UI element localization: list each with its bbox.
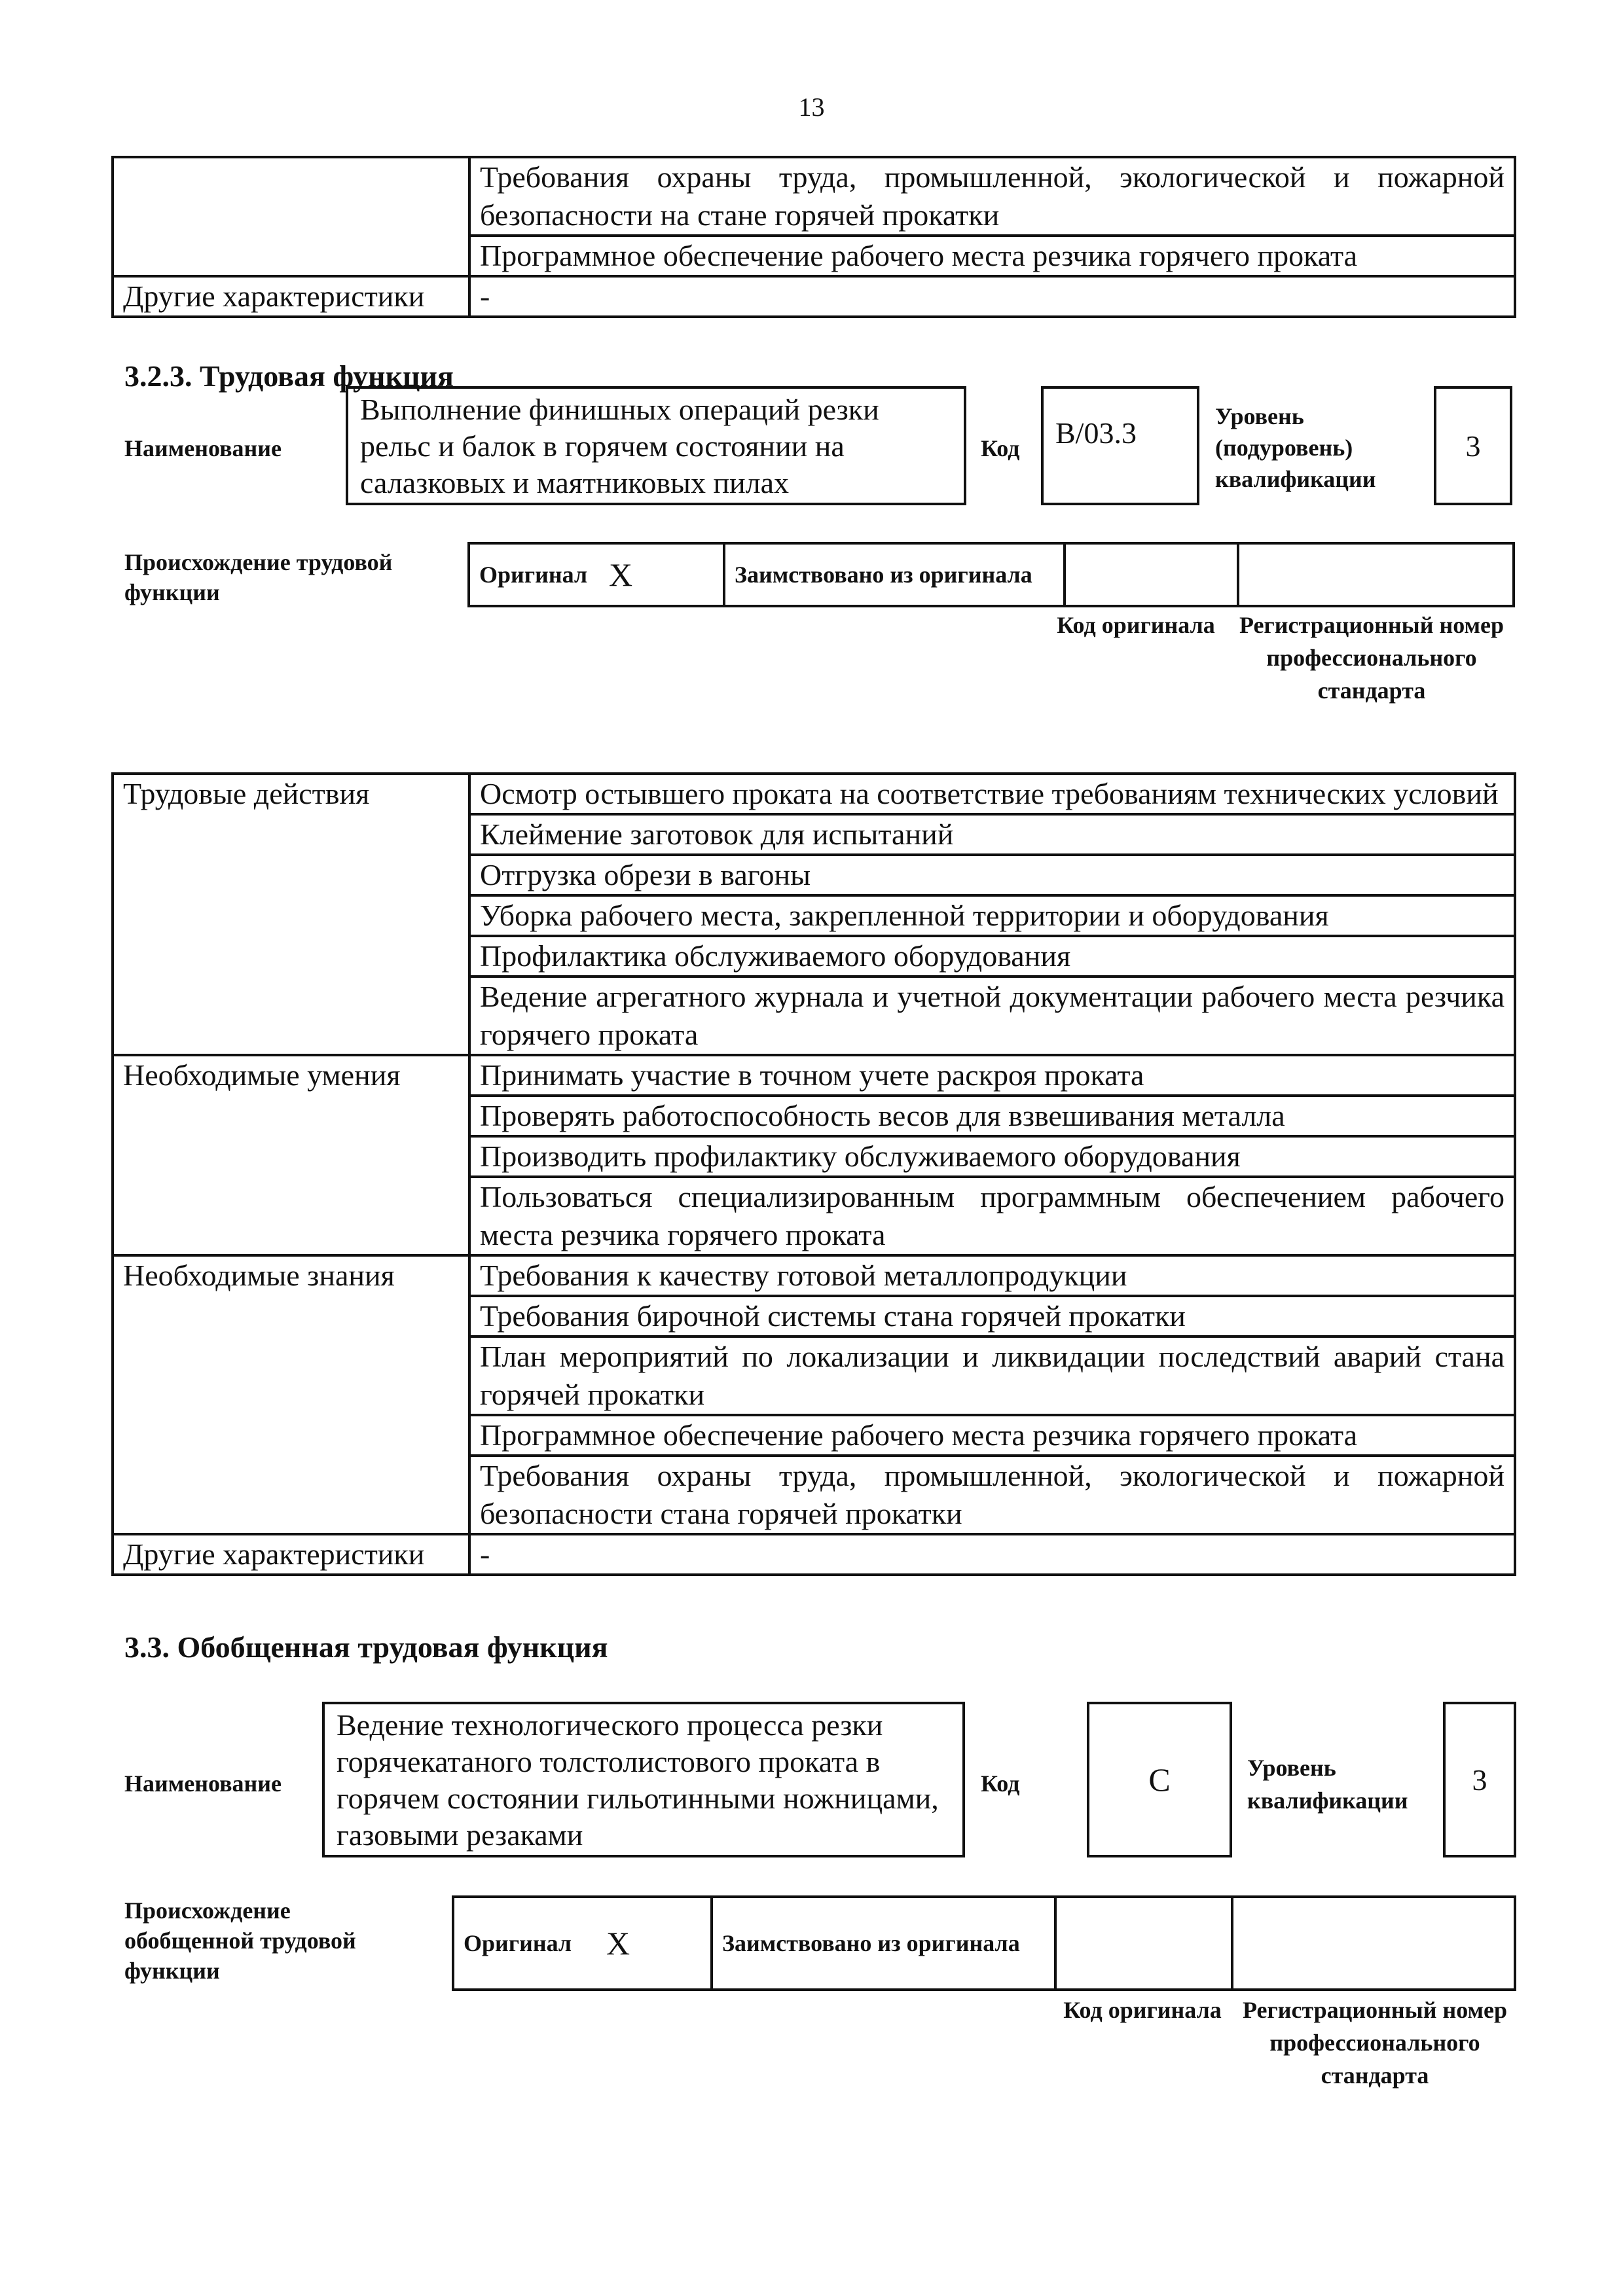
labor-function-table <box>111 772 1516 1576</box>
code-label-323: Код <box>981 435 1020 461</box>
original-code-cell <box>1065 543 1238 606</box>
knowledge-label: Необходимые знания <box>113 1255 469 1534</box>
origin-table-323 <box>467 542 1515 607</box>
name-label-33: Наименование <box>124 1770 282 1797</box>
code-value-33: С <box>1087 1702 1232 1857</box>
level-value-323: 3 <box>1434 386 1512 505</box>
code-caption-323: Код оригинала <box>1057 612 1215 638</box>
original-mark: X <box>600 543 724 606</box>
knowledge-item: Программное обеспечение рабочего места резчика горячего проката <box>469 1415 1515 1456</box>
reg-caption-323: Регистрационный номер профессионального стандарта <box>1239 612 1504 704</box>
name-value-33: Ведение технологического процесса резки горячекатаного толстолистового проката в горячем состоянии гильотинными ножницами, газовыми резаками <box>322 1702 965 1857</box>
borrowed-label: Заимствовано из оригинала <box>724 543 1065 606</box>
top-table <box>111 156 1516 318</box>
name-label-323: Наименование <box>124 435 282 461</box>
action-item: Профилактика обслуживаемого оборудования <box>469 936 1515 977</box>
action-item: Отгрузка обрези в вагоны <box>469 855 1515 895</box>
code-value-323: В/03.3 <box>1041 386 1199 505</box>
action-item: Осмотр остывшего проката на соответствие требованиям технических условий <box>469 774 1515 814</box>
borrowed-label: Заимствовано из оригинала <box>712 1897 1055 1990</box>
knowledge-item: Требования охраны труда, промышленной, экологической и пожарной безопасности стана горячей прокатки <box>469 1456 1515 1534</box>
skill-item: Производить профилактику обслуживаемого оборудования <box>469 1136 1515 1177</box>
name-value-323: Выполнение финишных операций резки рельс и балок в горячем состоянии на салазковых и маятниковых пилах <box>346 386 966 505</box>
code-label-33: Код <box>981 1770 1020 1797</box>
level-value-33: 3 <box>1443 1702 1516 1857</box>
other-characteristics-value: - <box>469 276 1515 317</box>
other-characteristics-label: Другие характеристики <box>113 276 469 317</box>
reg-caption-33: Регистрационный номер профессионального стандарта <box>1242 1997 1508 2089</box>
knowledge-item: Требования бирочной системы стана горячей прокатки <box>469 1296 1515 1336</box>
section-heading-323: 3.2.3. Трудовая функция <box>124 359 454 393</box>
original-code-cell <box>1055 1897 1232 1990</box>
action-item: Клеймение заготовок для испытаний <box>469 814 1515 855</box>
empty-label-cell <box>113 157 469 276</box>
original-label: Оригинал <box>453 1897 597 1990</box>
code-caption-33: Код оригинала <box>1063 1997 1222 2023</box>
origin-table-33 <box>452 1895 1516 1991</box>
top-table-row: Программное обеспечение рабочего места резчика горячего проката <box>469 236 1515 276</box>
knowledge-item: Требования к качеству готовой металлопродукции <box>469 1255 1515 1296</box>
skill-item: Принимать участие в точном учете раскроя проката <box>469 1055 1515 1096</box>
original-label: Оригинал <box>469 543 600 606</box>
original-mark: X <box>597 1897 712 1990</box>
registration-number-cell <box>1232 1897 1515 1990</box>
knowledge-item: План мероприятий по локализации и ликвидации последствий аварий стана горячей прокатки <box>469 1336 1515 1415</box>
skill-item: Проверять работоспособность весов для взвешивания металла <box>469 1096 1515 1136</box>
level-label-33: Уровень квалификации <box>1247 1755 1408 1814</box>
other-characteristics-label: Другие характеристики <box>113 1534 469 1575</box>
page-number: 13 <box>798 92 825 122</box>
top-table-row: Требования охраны труда, промышленной, экологической и пожарной безопасности на стане горячей прокатки <box>469 157 1515 236</box>
skills-label: Необходимые умения <box>113 1055 469 1255</box>
registration-number-cell <box>1238 543 1514 606</box>
level-label-323: Уровень (подуровень) квалификации <box>1215 403 1376 492</box>
section-heading-33: 3.3. Обобщенная трудовая функция <box>124 1630 608 1664</box>
other-characteristics-value: - <box>469 1534 1515 1575</box>
origin-label-323: Происхождение трудовой функции <box>124 549 393 605</box>
skill-item: Пользоваться специализированным программным обеспечением рабочего места резчика горячего проката <box>469 1177 1515 1255</box>
actions-label: Трудовые действия <box>113 774 469 1055</box>
action-item: Ведение агрегатного журнала и учетной документации рабочего места резчика горячего проката <box>469 977 1515 1055</box>
origin-label-33: Происхождение обобщенной трудовой функции <box>124 1897 356 1984</box>
action-item: Уборка рабочего места, закрепленной территории и оборудования <box>469 895 1515 936</box>
